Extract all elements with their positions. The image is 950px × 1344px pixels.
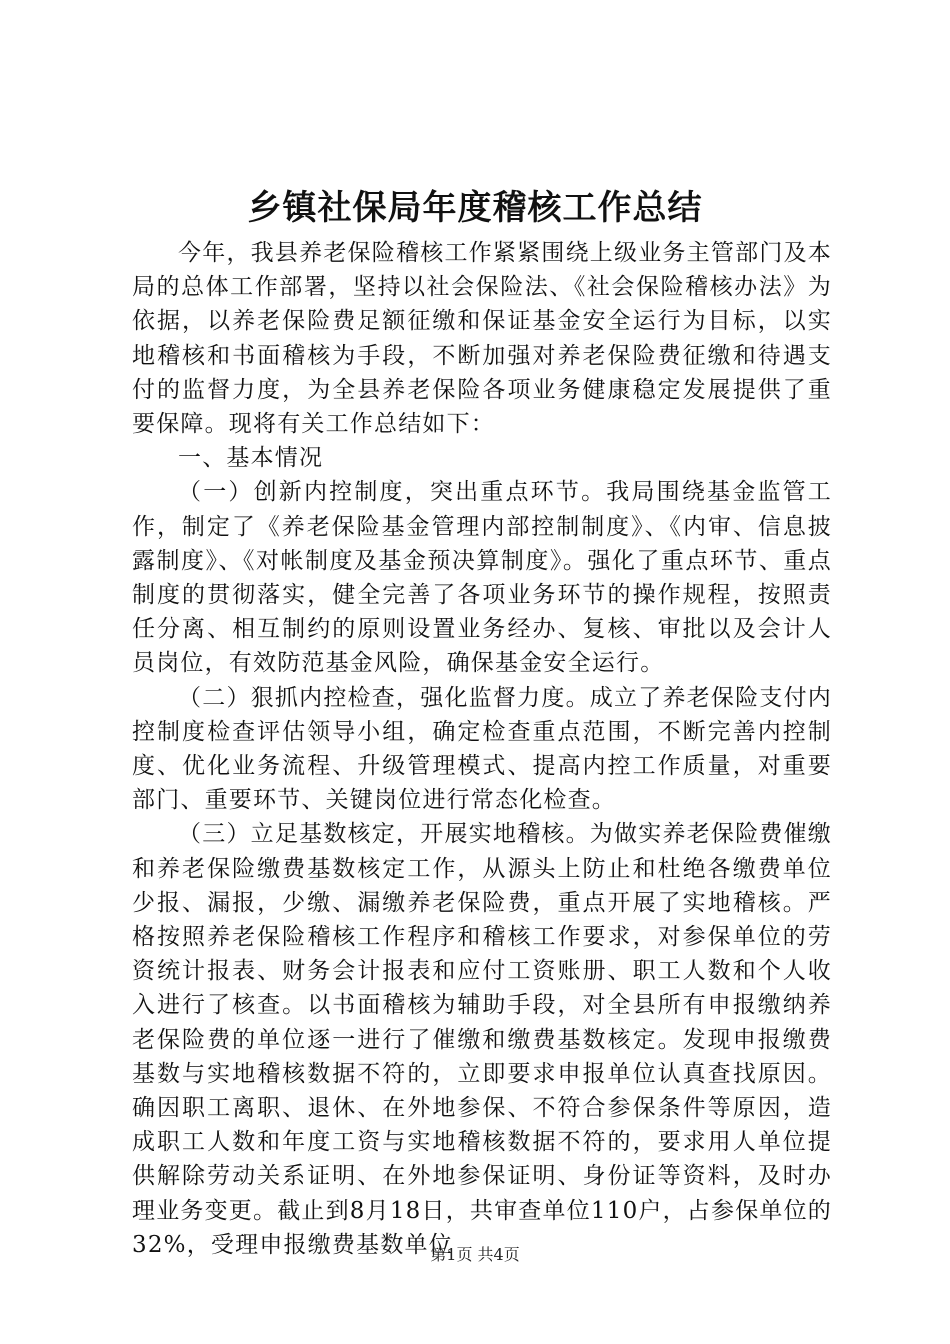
- paragraph-internal-control-system: （一）创新内控制度，突出重点环节。我局围绕基金监管工作，制定了《养老保险基金管理内部控制制度》、《内审、信息披露制度》、《对帐制度及基金预决算制度》。强化了重点环节、重点制度的贯彻落实，健全完善了各项业务环节的操作规程，按照责任分离、相互制约的原则设置业务经办、复核、审批以及会计人员岗位，有效防范基金风险，确保基金安全运行。: [132, 479, 832, 677]
- page-number-footer: 第1页 共4页: [430, 1245, 520, 1264]
- section-heading-basic-situation: 一、基本情况: [178, 445, 324, 472]
- paragraph-field-audit: （三）立足基数核定，开展实地稽核。为做实养老保险费催缴和养老保险缴费基数核定工作，从源头上防止和杜绝各缴费单位少报、漏报，少缴、漏缴养老保险费，重点开展了实地稽核。严格按照养老保险稽核工作程序和稽核工作要求，对参保单位的劳资统计报表、财务会计报表和应付工资账册、职工人数和个人收入进行了核查。以书面稽核为辅助手段，对全县所有申报缴纳养老保险费的单位逐一进行了催缴和缴费基数核定。发现申报缴费基数与实地稽核数据不符的，立即要求申报单位认真查找原因。确因职工离职、退休、在外地参保、不符合参保条件等原因，造成职工人数和年度工资与实地稽核数据不符的，要求用人单位提供解除劳动关系证明、在外地参保证明、身份证等资料，及时办理业务变更。截止到8月18日，共审查单位110户，占参保单位的32%，受理申报缴费基数单位: [132, 821, 832, 1258]
- paragraph-internal-control-inspection: （二）狠抓内控检查，强化监督力度。成立了养老保险支付内控制度检查评估领导小组，确定检查重点范围，不断完善内控制度、优化业务流程、升级管理模式、提高内控工作质量，对重要部门、重要环节、关键岗位进行常态化检查。: [132, 684, 832, 814]
- intro-paragraph: 今年，我县养老保险稽核工作紧紧围绕上级业务主管部门及本局的总体工作部署，坚持以社会保险法、《社会保险稽核办法》为依据，以养老保险费足额征缴和保证基金安全运行为目标，以实地稽核和书面稽核为手段，不断加强对养老保险费征缴和待遇支付的监督力度，为全县养老保险各项业务健康稳定发展提供了重要保障。现将有关工作总结如下：: [132, 240, 832, 438]
- document-title: 乡镇社保局年度稽核工作总结: [247, 188, 703, 228]
- document-body: [132, 236, 832, 1262]
